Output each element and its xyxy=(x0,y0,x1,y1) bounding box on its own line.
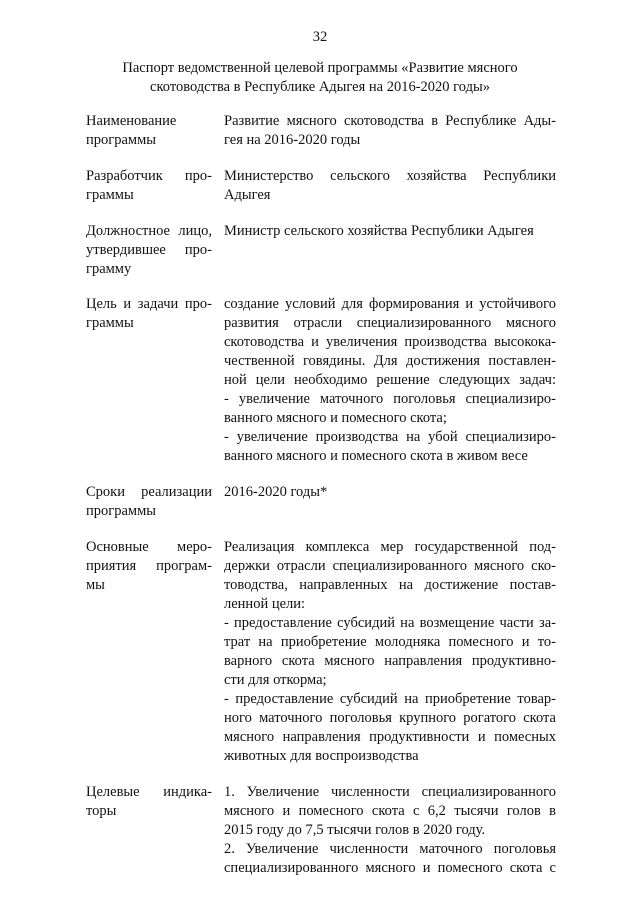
label-line: Разработчик про- xyxy=(86,168,212,184)
value-line: трат на приобретение молодняка помесного и то- xyxy=(224,634,556,650)
value-line: Министр сельского хозяйства Республики Адыгея xyxy=(224,223,534,239)
program-passport xyxy=(86,112,556,878)
value-line: - увеличение маточного поголовья специализиро- xyxy=(224,391,556,407)
value-line: ленной цели: xyxy=(224,596,306,612)
label-line: торы xyxy=(86,803,117,819)
value-line: ванного мясного и помесного скота; xyxy=(224,410,447,426)
label-line: утвердившее про- xyxy=(86,242,212,258)
value-line: 1. Увеличение численности специализированного xyxy=(224,784,556,800)
label-line: программы xyxy=(86,132,156,148)
label-line: Целевые индика- xyxy=(86,784,212,800)
value-line: животных для воспроизводства xyxy=(224,748,419,764)
row-value xyxy=(224,112,556,150)
row-label xyxy=(86,295,212,466)
row-value xyxy=(224,167,556,205)
row-label xyxy=(86,222,212,279)
value-line: чественной говядины. Для достижения поставлен- xyxy=(224,353,556,369)
row-developer xyxy=(86,167,556,205)
label-line: мы xyxy=(86,577,105,593)
value-line: мясного направления продуктивности и помесных xyxy=(224,729,556,745)
label-line: приятия програм- xyxy=(86,558,212,574)
value-line: Адыгея xyxy=(224,187,271,203)
value-line: специализированного мясного и помесного скота с xyxy=(224,860,556,876)
value-line: Реализация комплекса мер государственной под- xyxy=(224,539,556,555)
row-value xyxy=(224,483,556,521)
row-target-indicators xyxy=(86,783,556,878)
row-label xyxy=(86,783,212,878)
label-line: грамму xyxy=(86,261,132,277)
label-line: Основные меро- xyxy=(86,539,212,555)
value-line: Министерство сельского хозяйства Республики xyxy=(224,168,556,184)
value-line: товодства, направленных на достижение постав- xyxy=(224,577,556,593)
label-line: граммы xyxy=(86,187,134,203)
value-line: ной цели необходимо решение следующих задач: xyxy=(224,372,556,388)
title-line: скотоводства в Республике Адыгея на 2016-2020 годы» xyxy=(150,79,490,95)
row-label xyxy=(86,538,212,766)
label-line: Должностное лицо, xyxy=(86,223,212,239)
value-line: 2. Увеличение численности маточного поголовья xyxy=(224,841,556,857)
value-line: развития отрасли специализированного мясного xyxy=(224,315,556,331)
value-line: ванного мясного и помесного скота в живом весе xyxy=(224,448,528,464)
value-line: Развитие мясного скотоводства в Республике Ады- xyxy=(224,113,556,129)
row-official xyxy=(86,222,556,279)
title-line: Паспорт ведомственной целевой программы «Развитие мясного xyxy=(122,60,518,76)
row-label xyxy=(86,167,212,205)
row-main-measures xyxy=(86,538,556,766)
document-title xyxy=(90,59,550,97)
page-number: 32 xyxy=(312,29,328,45)
row-value xyxy=(224,538,556,766)
row-label xyxy=(86,112,212,150)
row-value xyxy=(224,222,556,279)
value-line: сти для откорма; xyxy=(224,672,327,688)
value-line: мясного и помесного скота с 6,2 тысячи голов в xyxy=(224,803,556,819)
label-line: Цель и задачи про- xyxy=(86,296,212,312)
row-value xyxy=(224,783,556,878)
row-value xyxy=(224,295,556,466)
value-line: держки отрасли специализированного мясного ско- xyxy=(224,558,556,574)
row-label xyxy=(86,483,212,521)
value-line: ного маточного поголовья крупного рогатого скота xyxy=(224,710,556,726)
row-goals-tasks xyxy=(86,295,556,466)
value-line: - предоставление субсидий на приобретение товар- xyxy=(224,691,556,707)
label-line: Наименование xyxy=(86,113,177,129)
value-line: гея на 2016-2020 годы xyxy=(224,132,361,148)
value-line: 2016-2020 годы* xyxy=(224,484,328,500)
row-timeline xyxy=(86,483,556,521)
value-line: 2015 году до 7,5 тысячи голов в 2020 году. xyxy=(224,822,486,838)
value-line: - предоставление субсидий на возмещение части за- xyxy=(224,615,556,631)
value-line: создание условий для формирования и устойчивого xyxy=(224,296,556,312)
value-line: варного скота мясного направления продуктивно- xyxy=(224,653,556,669)
label-line: Сроки реализации xyxy=(86,484,212,500)
row-program-name xyxy=(86,112,556,150)
value-line: - увеличение производства на убой специализиро- xyxy=(224,429,556,445)
label-line: программы xyxy=(86,503,156,519)
value-line: скотоводства и увеличения производства высокока- xyxy=(224,334,556,350)
label-line: граммы xyxy=(86,315,134,331)
